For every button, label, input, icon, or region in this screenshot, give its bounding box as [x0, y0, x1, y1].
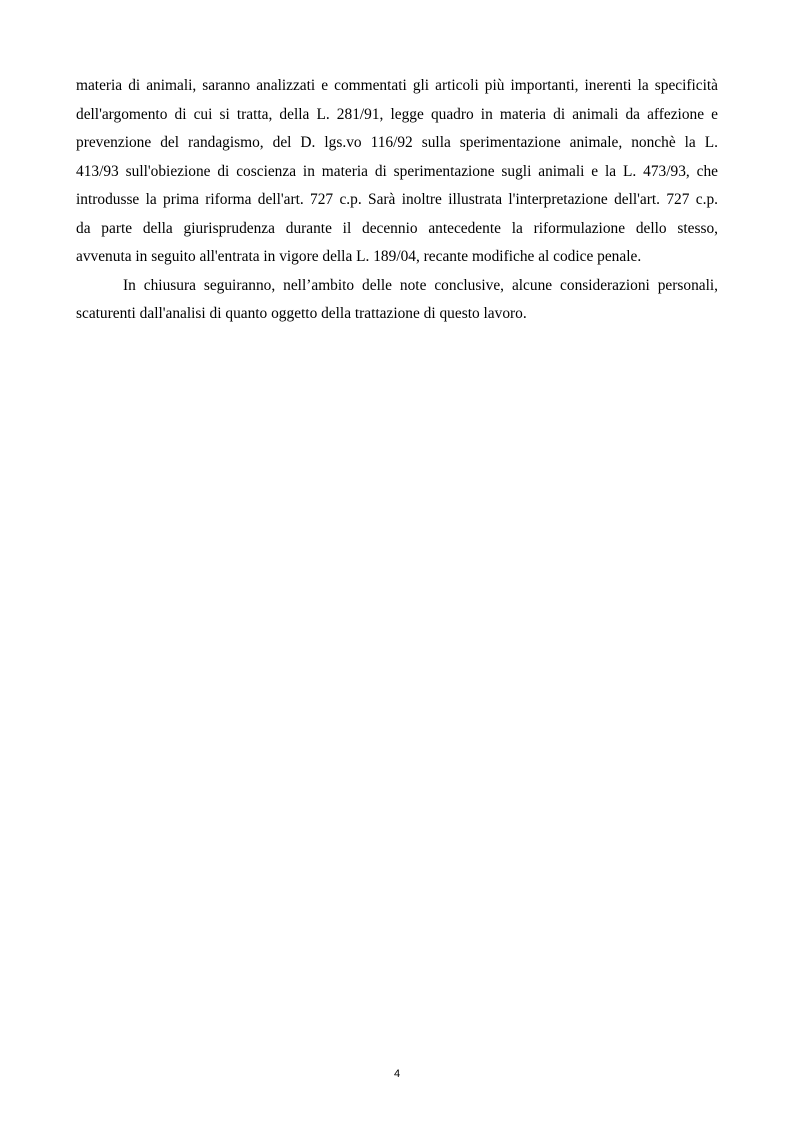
- text-line: 413/93 sull'obiezione di coscienza in materia di sperimentazione sugli animali e la L. 473/93, che: [76, 162, 718, 180]
- text-line: prevenzione del randagismo, del D. lgs.vo 116/92 sulla sperimentazione animale, nonchè la L.: [76, 134, 718, 151]
- text-line: scaturenti dall'analisi di quanto oggetto della trattazione di questo lavoro.: [76, 305, 527, 322]
- paragraph-2: [76, 272, 718, 329]
- text-line: In chiusura seguiranno, nell’ambito delle note conclusive, alcune considerazioni personali,: [123, 276, 718, 294]
- text-line: da parte della giurisprudenza durante il decennio antecedente la riformulazione dello stesso,: [76, 219, 718, 237]
- text-line: materia di animali, saranno analizzati e commentati gli articoli più importanti, inerenti la specificità: [76, 77, 718, 94]
- text-line: introdusse la prima riforma dell'art. 727 c.p. Sarà inoltre illustrata l'interpretazione dell'art. 727 c.p.: [76, 191, 718, 208]
- body-text: [76, 72, 718, 329]
- page-number: 4: [393, 1068, 401, 1080]
- text-line: avvenuta in seguito all'entrata in vigore della L. 189/04, recante modifiche al codice penale.: [76, 248, 642, 265]
- text-line: dell'argomento di cui si tratta, della L. 281/91, legge quadro in materia di animali da affezione e: [76, 105, 718, 123]
- paragraph-1: [76, 72, 718, 272]
